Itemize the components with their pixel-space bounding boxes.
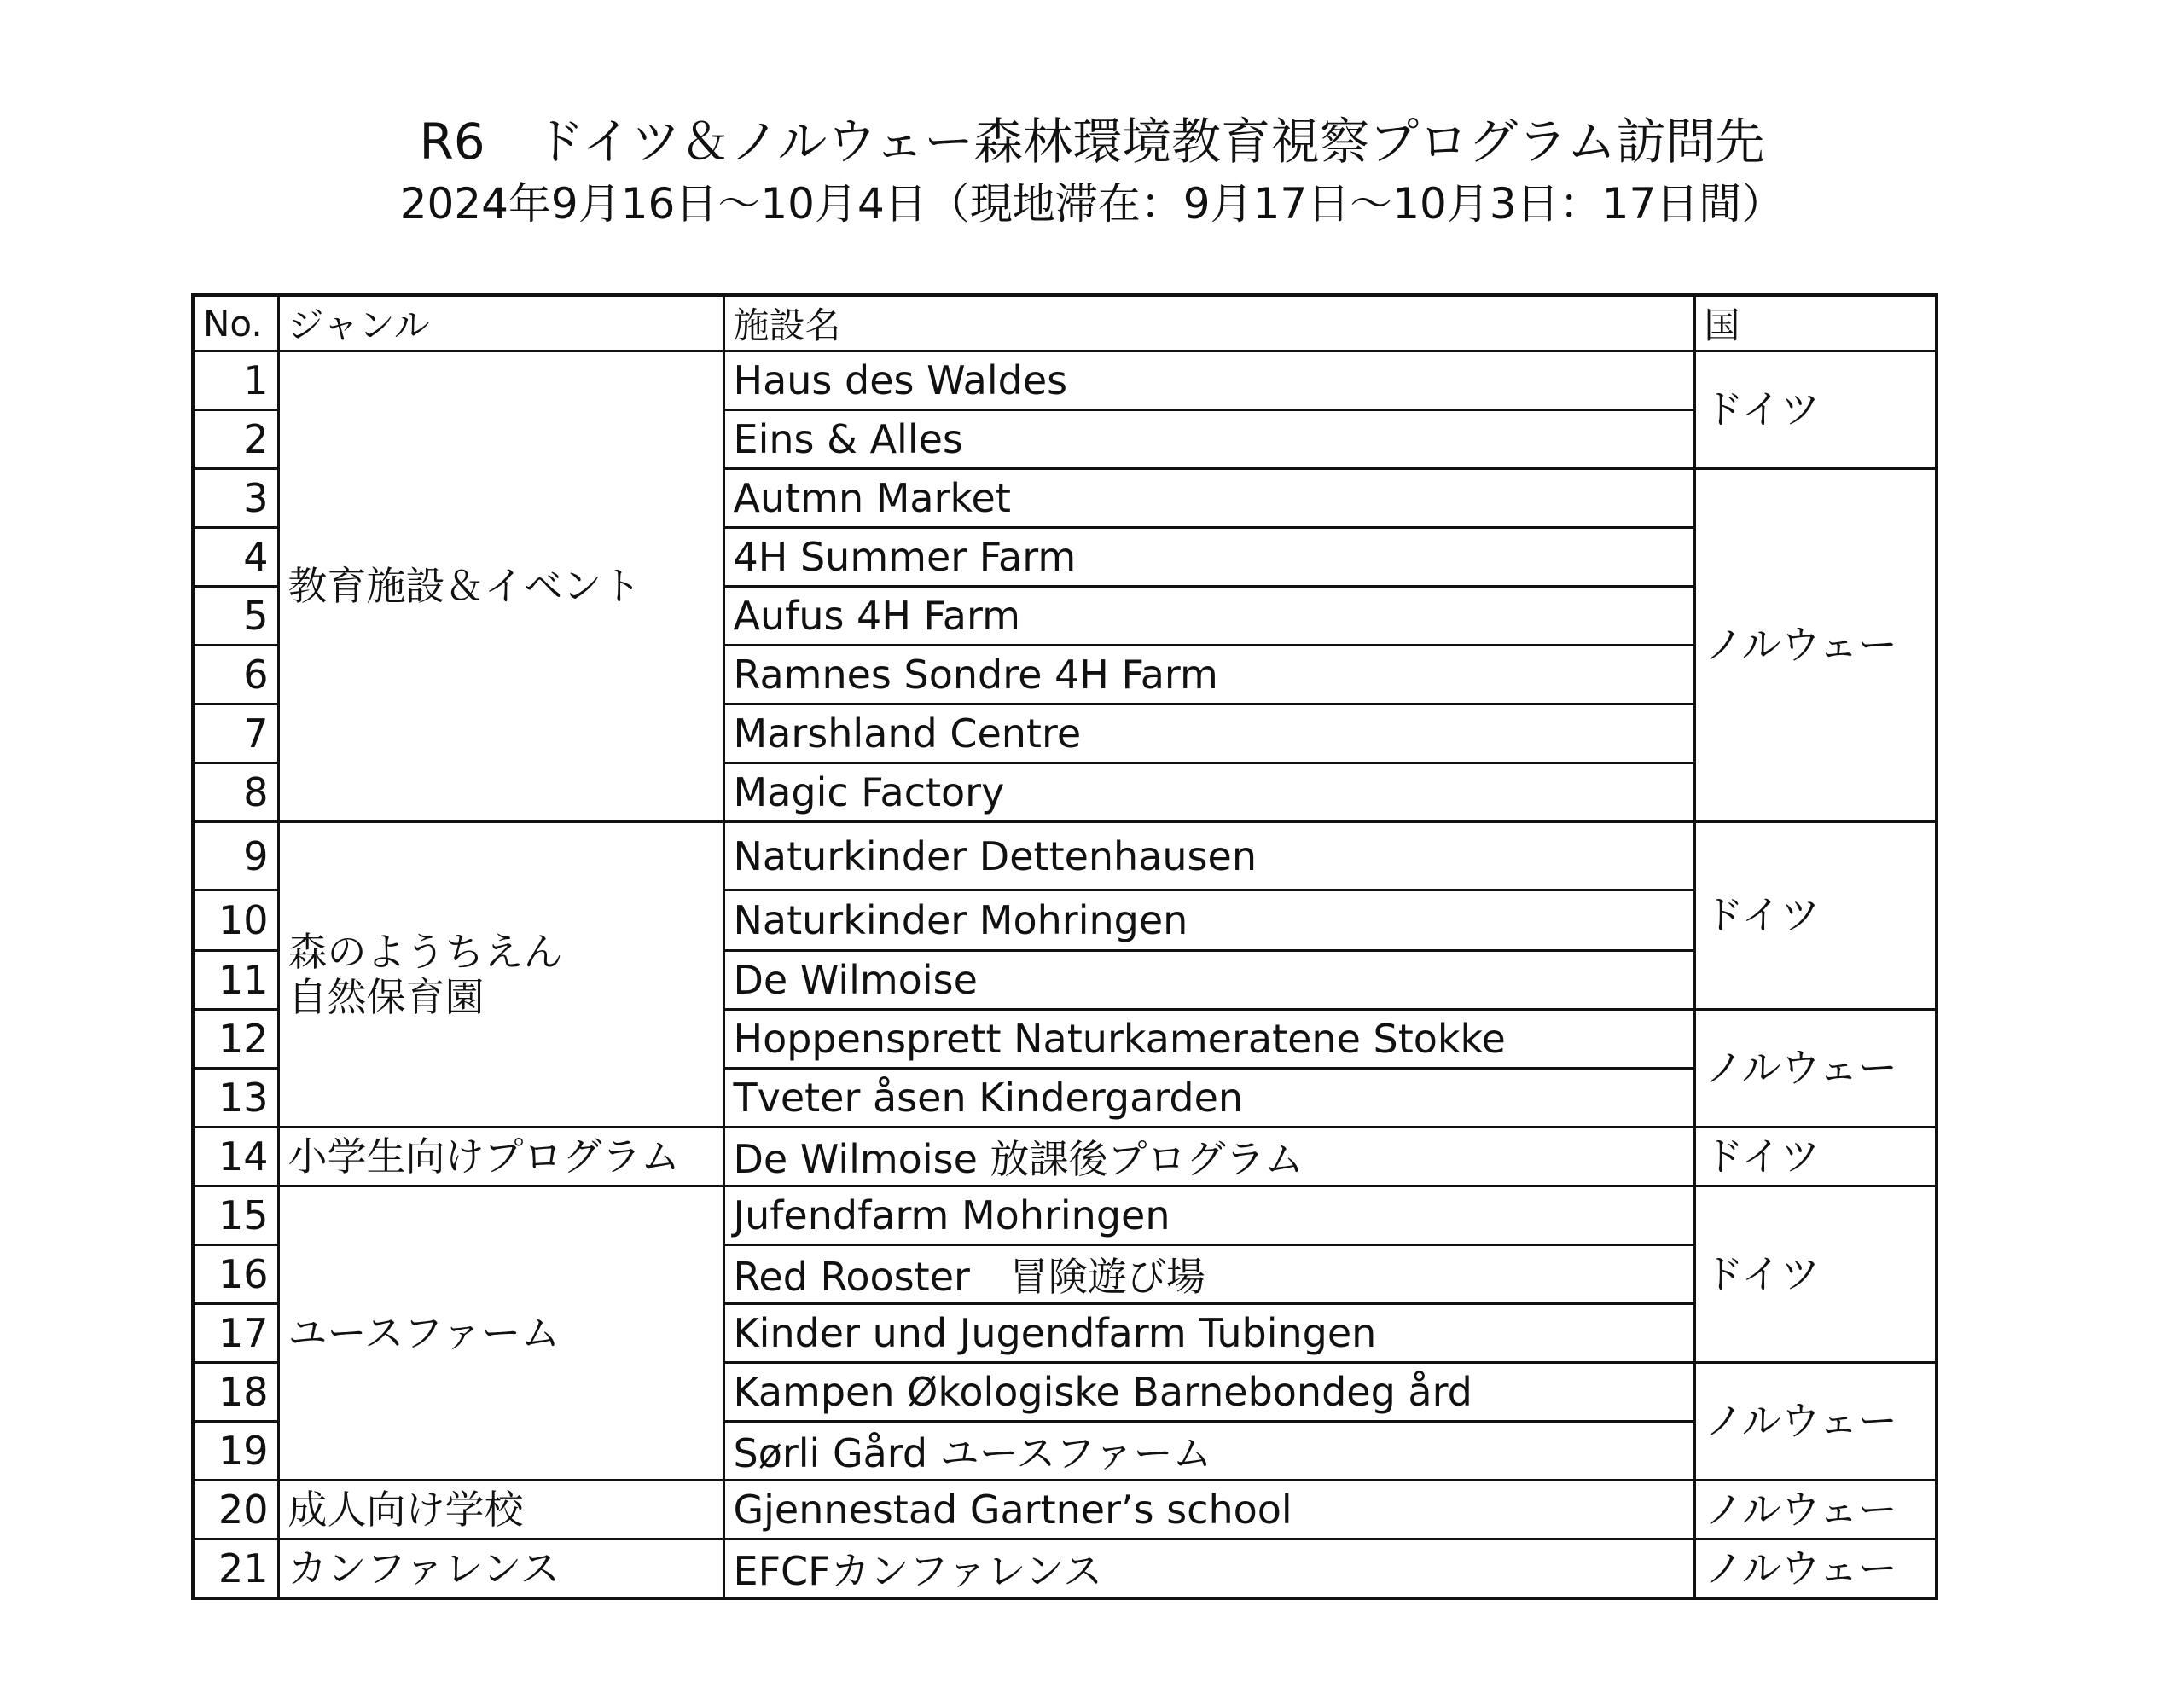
table-header-row [193, 295, 1937, 351]
genre-cell: 小学生向けプログラム [278, 1128, 723, 1186]
header-genre: ジャンル [278, 295, 723, 351]
facility-name: Jufendfarm Mohringen [723, 1186, 1694, 1245]
row-number: 11 [193, 951, 278, 1010]
row-number: 18 [193, 1363, 278, 1422]
genre-line: 自然保育園 [288, 973, 485, 1020]
header-no: No. [193, 295, 278, 351]
country-cell: ノルウェー [1694, 469, 1937, 822]
row-number: 1 [193, 351, 278, 410]
row-number: 9 [193, 822, 278, 890]
facility-name: Kinder und Jugendfarm Tubingen [723, 1304, 1694, 1363]
genre-cell [278, 822, 723, 1128]
table-row [193, 1186, 1937, 1245]
genre-cell: 成人向け学校 [278, 1481, 723, 1539]
visit-table [191, 293, 1938, 1600]
country-cell: ドイツ [1694, 351, 1937, 469]
facility-name: Naturkinder Mohringen [723, 890, 1694, 951]
row-number: 7 [193, 704, 278, 763]
country-cell: ドイツ [1694, 1186, 1937, 1363]
header-country: 国 [1694, 295, 1937, 351]
facility-name: EFCFカンファレンス [723, 1539, 1694, 1599]
facility-name: Sørli Gård ユースファーム [723, 1422, 1694, 1481]
facility-name: Red Rooster 冒険遊び場 [723, 1245, 1694, 1304]
facility-name: 4H Summer Farm [723, 528, 1694, 587]
country-cell: ノルウェー [1694, 1481, 1937, 1539]
genre-cell: 教育施設＆イベント [278, 351, 723, 822]
facility-name: Ramnes Sondre 4H Farm [723, 646, 1694, 704]
row-number: 3 [193, 469, 278, 528]
row-number: 16 [193, 1245, 278, 1304]
facility-name: Tveter åsen Kindergarden [723, 1069, 1694, 1128]
country-cell: ドイツ [1694, 822, 1937, 1010]
facility-name: Kampen Økologiske Barnebondeg ård [723, 1363, 1694, 1422]
facility-name: Naturkinder Dettenhausen [723, 822, 1694, 890]
page-title: R6 ドイツ＆ノルウェー森林環境教育視察プログラム訪問先 [419, 113, 1765, 171]
row-number: 6 [193, 646, 278, 704]
country-cell: ノルウェー [1694, 1363, 1937, 1481]
row-number: 12 [193, 1010, 278, 1069]
table-row [193, 1539, 1937, 1599]
table-row [193, 351, 1937, 410]
row-number: 21 [193, 1539, 278, 1599]
row-number: 4 [193, 528, 278, 587]
row-number: 14 [193, 1128, 278, 1186]
table-row [193, 1128, 1937, 1186]
row-number: 10 [193, 890, 278, 951]
facility-name: De Wilmoise 放課後プログラム [723, 1128, 1694, 1186]
genre-line: 森のようちえん [288, 928, 563, 975]
genre-cell: カンファレンス [278, 1539, 723, 1599]
row-number: 20 [193, 1481, 278, 1539]
country-cell: ノルウェー [1694, 1539, 1937, 1599]
country-cell: ノルウェー [1694, 1010, 1937, 1128]
facility-name: Hoppensprett Naturkameratene Stokke [723, 1010, 1694, 1069]
row-number: 17 [193, 1304, 278, 1363]
country-cell: ドイツ [1694, 1128, 1937, 1186]
facility-name: Autmn Market [723, 469, 1694, 528]
row-number: 15 [193, 1186, 278, 1245]
row-number: 19 [193, 1422, 278, 1481]
table-row [193, 822, 1937, 890]
facility-name: Haus des Waldes [723, 351, 1694, 410]
row-number: 8 [193, 763, 278, 822]
genre-cell: ユースファーム [278, 1186, 723, 1481]
row-number: 5 [193, 587, 278, 646]
table-row [193, 1481, 1937, 1539]
facility-name: Eins & Alles [723, 410, 1694, 469]
facility-name: Marshland Centre [723, 704, 1694, 763]
row-number: 2 [193, 410, 278, 469]
row-number: 13 [193, 1069, 278, 1128]
facility-name: Magic Factory [723, 763, 1694, 822]
header-facility: 施設名 [723, 295, 1694, 351]
page-subtitle: 2024年9月16日〜10月4日（現地滞在：9月17日〜10月3日：17日間） [399, 179, 1785, 229]
facility-name: Aufus 4H Farm [723, 587, 1694, 646]
facility-name: De Wilmoise [723, 951, 1694, 1010]
facility-name: Gjennestad Gartner’s school [723, 1481, 1694, 1539]
